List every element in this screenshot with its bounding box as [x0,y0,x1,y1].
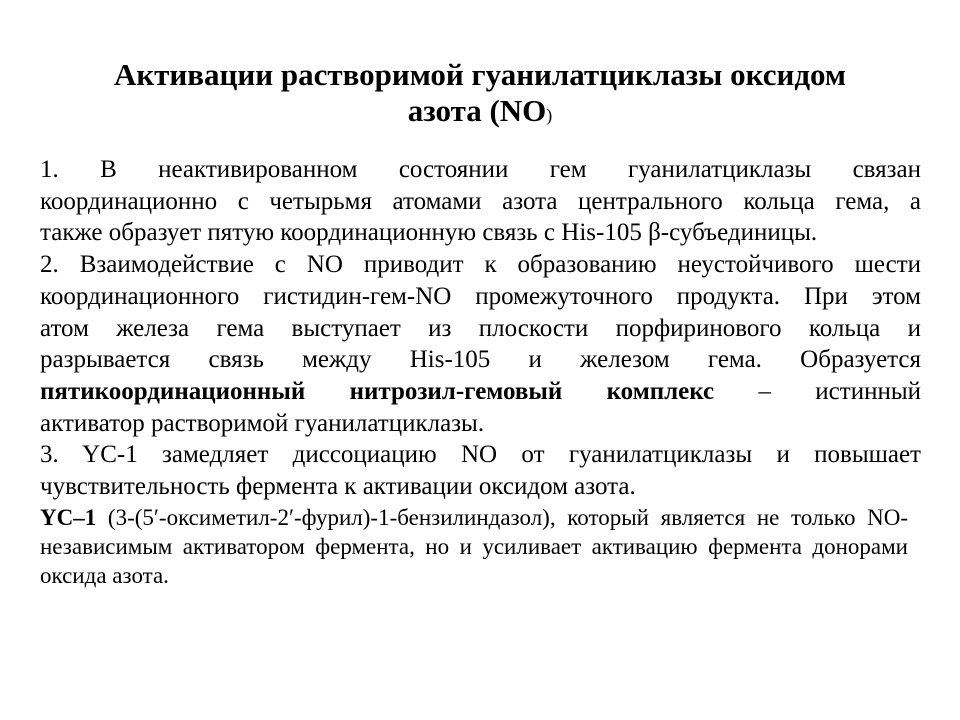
note-line-2: независимым активатором фермента, но и усиливает активацию фермента донорами [40,534,908,559]
paragraph-1-line-1: 1. В неактивированном состоянии гем гуанилатциклазы связан [40,156,921,183]
paragraph-2-line-4: разрывается связь между His-105 и железом гема. Образуется [40,346,921,374]
note-line-3: оксида азота. [40,563,169,588]
paragraph-3 [40,439,921,502]
paragraph-2-line-2: координационного гистидин-гем-NO промежуточного продукта. При этом [40,282,921,310]
paragraph-1 [40,154,921,249]
title-line-1: Активации растворимой гуанилатциклазы оксидом [113,57,847,92]
title-line-2 [40,93,920,133]
paragraph-2-line-5 [40,376,921,408]
paragraph-2 [40,249,921,439]
paragraph-3-line-1: 3. YC-1 замедляет диссоциацию NO от гуанилатциклазы и повышает [40,441,921,469]
slide-title [40,57,920,133]
note-line-1 [40,503,908,532]
title-line-2-text: азота (NO [407,93,547,128]
paragraph-2-line-5-rest: – истинный [714,377,922,405]
note-line-1-rest: (3-(5′-оксиметил-2′-фурил)-1-бензилиндазол), который является не только NO- [96,505,908,530]
paragraph-2-line-1: 2. Взаимодействие с NO приводит к образованию неустойчивого шести [40,251,921,279]
paragraph-3-line-2: чувствительность фермента к активации оксидом азота. [40,473,636,501]
bold-term-complex: пятикоординационный нитрозил-гемовый комплекс [40,377,715,405]
paragraph-2-line-3: атом железа гема выступает из плоскости порфиринового кольца и [40,314,921,342]
title-closing-paren: ) [546,105,553,125]
paragraph-1-line-3: также образует пятую координационную связь с His-105 β-субъединицы. [40,219,818,247]
paragraph-2-line-6: активатор растворимой гуанилатциклазы. [40,409,485,437]
slide-body [40,154,921,503]
bold-term-yc1: YC–1 [40,505,97,530]
paragraph-1-line-2: координационно с четырьмя атомами азота центрального кольца гема, а [40,187,921,215]
yc1-note [40,503,908,590]
